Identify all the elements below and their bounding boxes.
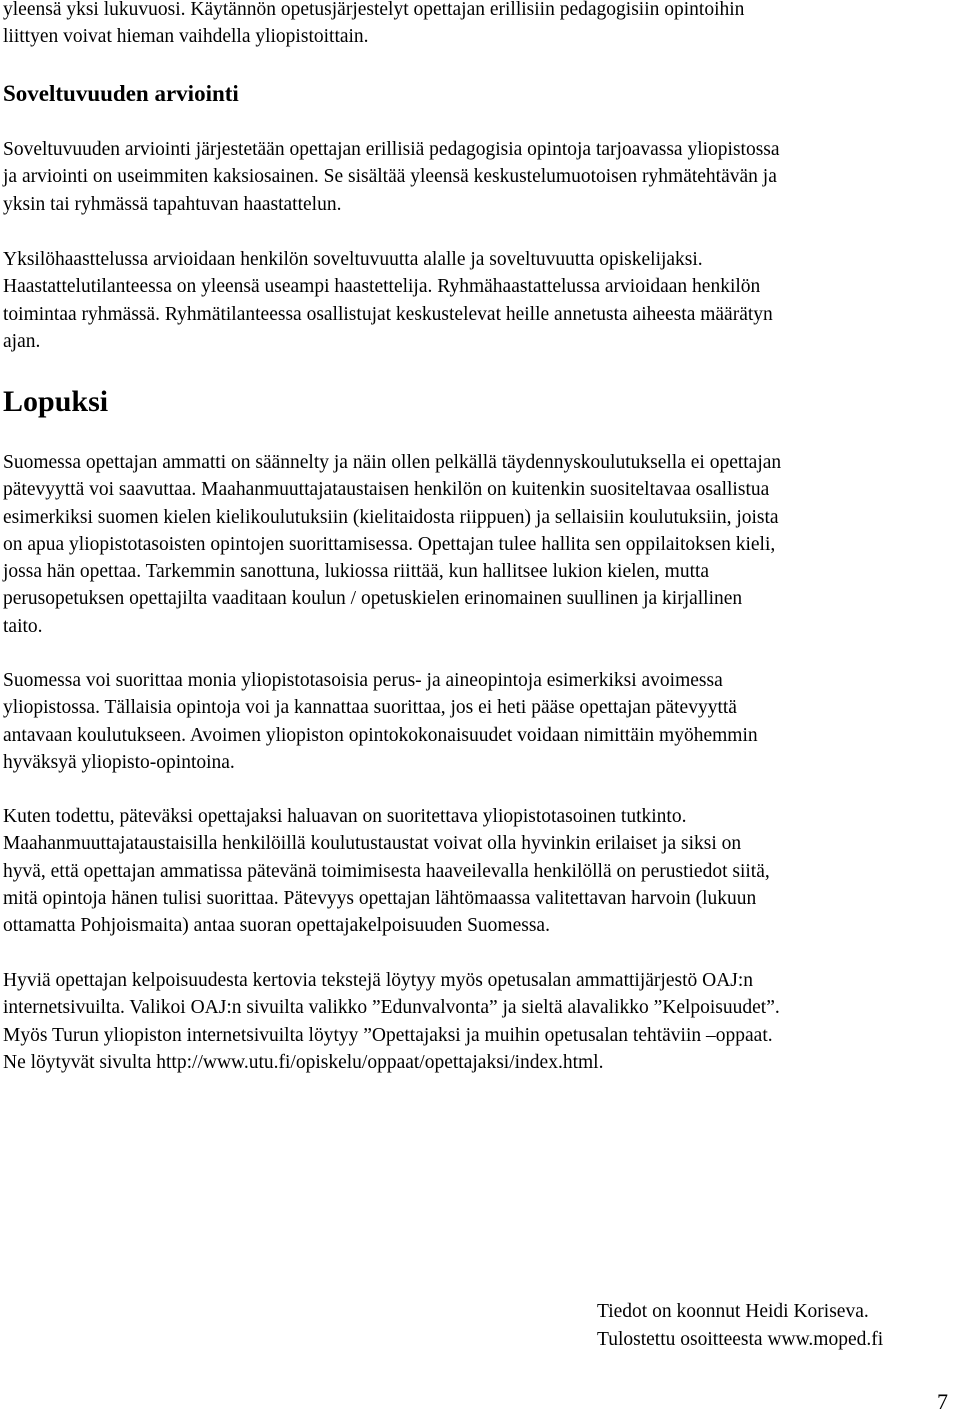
text-line: Kuten todettu, päteväksi opettajaksi haluavan on suoritettava yliopistotasoinen tutkinto. <box>3 806 687 827</box>
text-line: mitä opintoja hänen tulisi suorittaa. Pätevyys opettajan lähtömaassa valitettavan harvoin (lukuun <box>3 887 757 909</box>
lopuksi-paragraph-3 <box>3 803 955 939</box>
text-line: ajan. <box>3 330 41 352</box>
lopuksi-paragraph-1 <box>3 449 955 640</box>
section-heading-soveltuvuus: Soveltuvuuden arviointi <box>3 81 239 106</box>
text-line: yksin tai ryhmässä tapahtuvan haastattelun. <box>3 193 342 215</box>
text-line: Yksilöhaasttelussa arvioidaan henkilön soveltuvuutta alalle ja soveltuvuutta opiskelijaksi. <box>3 249 703 270</box>
text-line: internetsivuilta. Valikoi OAJ:n sivuilta valikko ”Edunvalvonta” ja sieltä alavalikko ”Kelpoisuudet”. <box>3 997 780 1019</box>
text-line: pätevyyttä voi saavuttaa. Maahanmuuttajataustaisen henkilön on kuitenkin suositeltavaa osallistua <box>3 479 770 501</box>
lopuksi-paragraph-4 <box>3 967 955 1076</box>
page-number: 7 <box>937 1389 948 1414</box>
footer-credits <box>597 1298 883 1354</box>
text-line: Myös Turun yliopiston internetsivuilta löytyy ”Opettajaksi ja muihin opetusalan tehtäviin –oppaat. <box>3 1024 773 1046</box>
footer-source: Tulostettu osoitteesta www.moped.fi <box>597 1329 884 1350</box>
text-line: Hyviä opettajan kelpoisuudesta kertovia tekstejä löytyy myös opetusalan ammattijärjestö OAJ:n <box>3 970 754 991</box>
text-line: hyväksyä yliopisto-opintoina. <box>3 751 235 773</box>
text-line: ja arviointi on useimmiten kaksiosainen. Se sisältää yleensä keskustelumuotoisen ryhmätehtävän ja <box>3 166 777 188</box>
text-line: Suomessa opettajan ammatti on säännelty ja näin ollen pelkällä täydennyskoulutuksella ei opettajan <box>3 452 782 473</box>
text-line: toimintaa ryhmässä. Ryhmätilanteessa osallistujat keskustelevat heille annetusta aiheesta määrätyn <box>3 303 773 325</box>
text-line: Soveltuvuuden arviointi järjestetään opettajan erillisiä pedagogisia opintoja tarjoavassa yliopistossa <box>3 139 780 160</box>
text-line: taito. <box>3 615 43 637</box>
section-heading-lopuksi: Lopuksi <box>3 385 109 418</box>
text-line: liittyen voivat hieman vaihdella yliopistoittain. <box>3 26 369 48</box>
text-line: Suomessa voi suorittaa monia yliopistotasoisia perus- ja aineopintoja esimerkiksi avoimessa <box>3 670 723 691</box>
text-line: antavaan koulutukseen. Avoimen yliopiston opintokokonaisuudet voidaan nimittäin myöhemmin <box>3 724 758 746</box>
soveltuvuus-paragraph-1 <box>3 136 955 218</box>
soveltuvuus-paragraph-2 <box>3 246 955 355</box>
text-line: yleensä yksi lukuvuosi. Käytännön opetusjärjestelyt opettajan erillisiin pedagogisiin opintoihin <box>3 0 745 20</box>
lopuksi-paragraph-2 <box>3 667 955 776</box>
text-line: esimerkiksi suomen kielen kielikoulutuksiin (kielitaidosta riippuen) ja sellaisiin koulutuksiin, joista <box>3 506 779 528</box>
text-line: Maahanmuuttajataustaisilla henkilöillä koulutustaustat voivat olla hyvinkin erilaiset ja siksi on <box>3 833 742 855</box>
text-line: yliopistossa. Tällaisia opintoja voi ja kannattaa suorittaa, jos ei heti pääse opettajan pätevyyttä <box>3 697 737 719</box>
intro-paragraph <box>3 0 955 51</box>
text-line: ottamatta Pohjoismaita) antaa suoran opettajakelpoisuuden Suomessa. <box>3 915 550 937</box>
text-line: Haastattelutilanteessa on yleensä useampi haastettelija. Ryhmähaastattelussa arvioidaan henkilön <box>3 276 761 298</box>
text-line: hyvä, että opettajan ammatissa pätevänä toimimisesta haaveilevalla henkilöllä on perustiedot siitä, <box>3 860 770 882</box>
text-line: perusopetuksen opettajilta vaaditaan koulun / opetuskielen erinomainen suullinen ja kirjallinen <box>3 588 743 610</box>
text-line: jossa hän opettaa. Tarkemmin sanottuna, lukiossa riittää, kun hallitsee lukion kielen, mutta <box>3 561 710 583</box>
text-line: on apua yliopistotasoisten opintojen suorittamisessa. Opettajan tulee hallita sen oppilaitoksen kieli, <box>3 533 776 555</box>
text-line: Ne löytyvät sivulta http://www.utu.fi/opiskelu/oppaat/opettajaksi/index.html. <box>3 1051 604 1073</box>
footer-author: Tiedot on koonnut Heidi Koriseva. <box>597 1301 869 1322</box>
